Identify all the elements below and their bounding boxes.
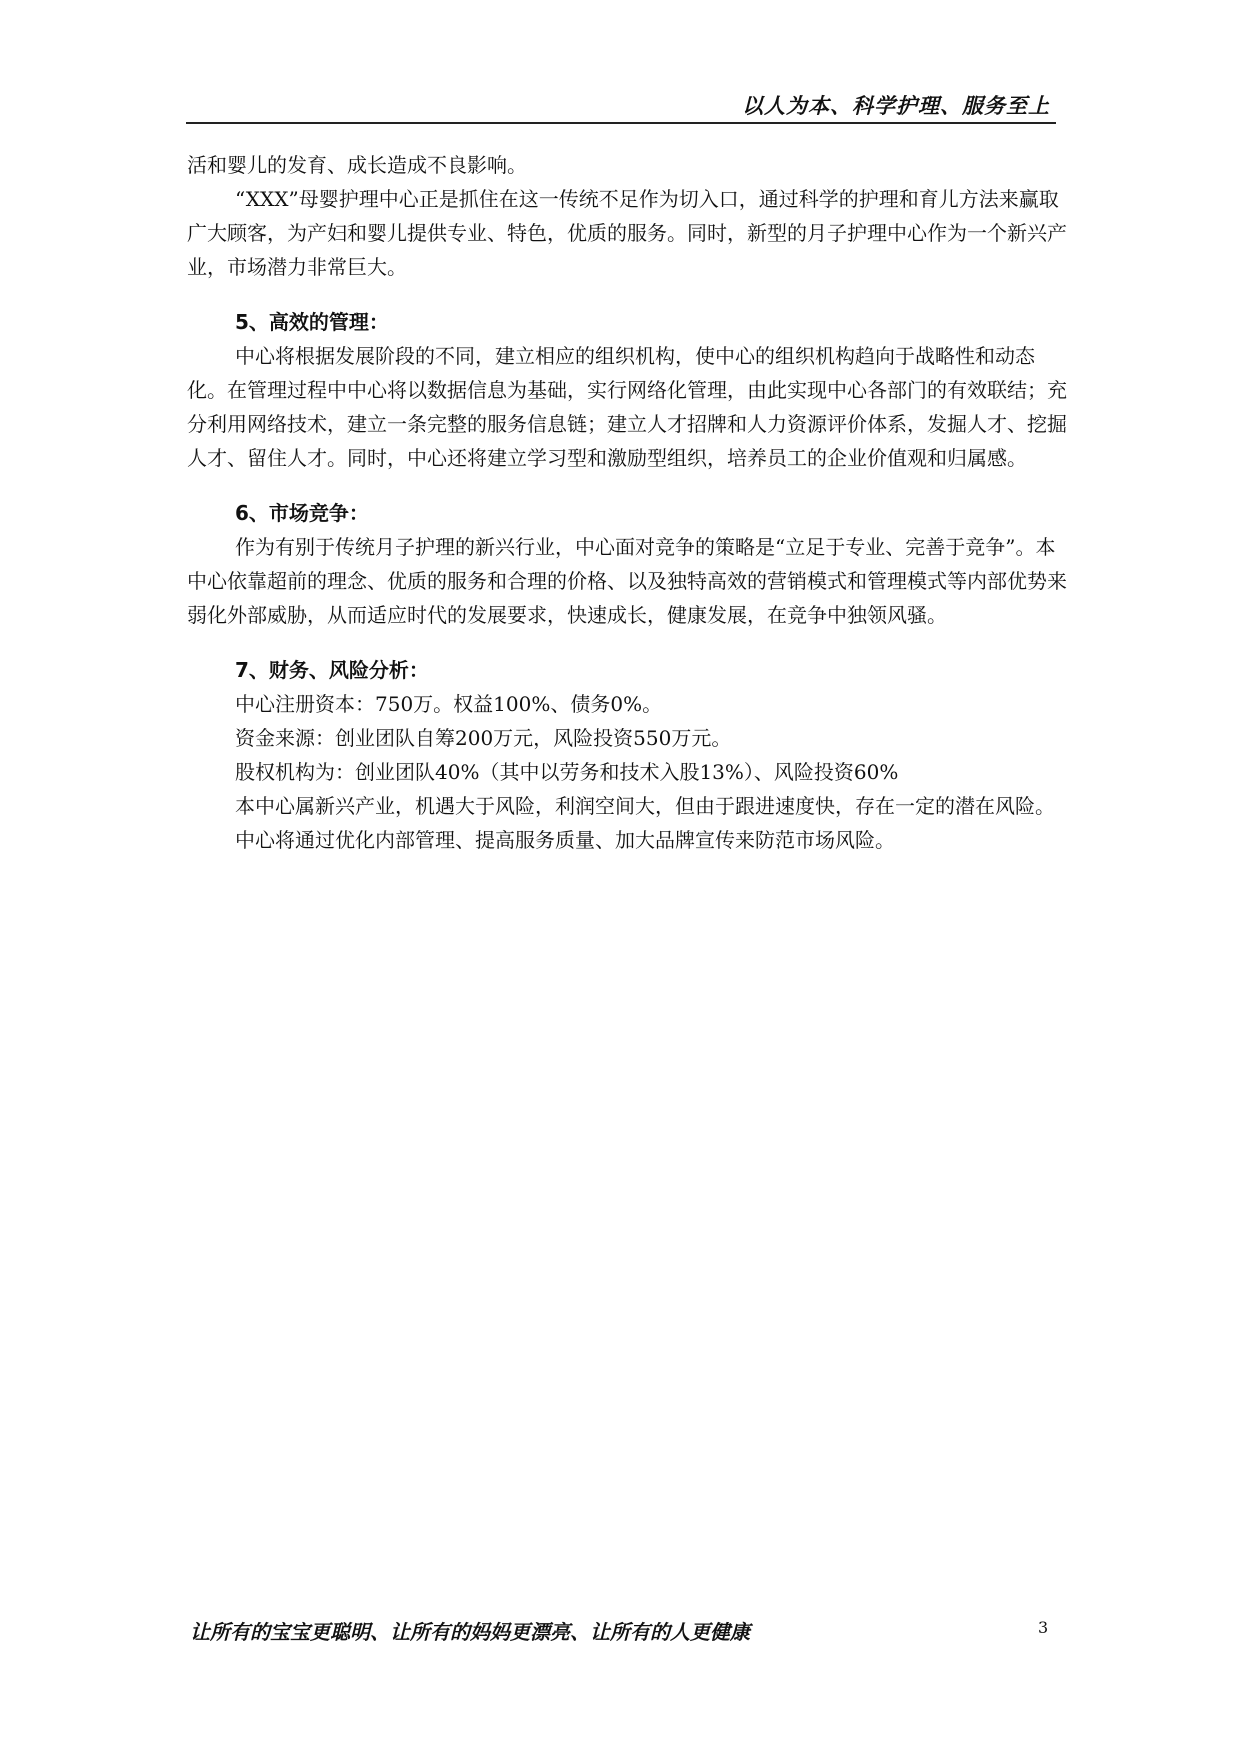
intro-continuation: 活和婴儿的发育、成长造成不良影响。 bbox=[187, 153, 527, 177]
section-management bbox=[187, 305, 1067, 475]
footer-slogan: 让所有的宝宝更聪明、让所有的妈妈更漂亮、让所有的人更健康 bbox=[190, 1620, 750, 1644]
finance-capital: 中心注册资本：750万。权益100%、债务0%。 bbox=[235, 692, 663, 716]
section-management-title: 5、高效的管理： bbox=[235, 310, 389, 334]
finance-funding: 资金来源：创业团队自筹200万元，风险投资550万元。 bbox=[235, 726, 732, 750]
section-finance-title: 7、财务、风险分析： bbox=[235, 658, 429, 682]
finance-risk: 本中心属新兴产业，机遇大于风险，利润空间大，但由于跟进速度快，存在一定的潜在风险。中心将通过优化内部管理、提高服务质量、加大品牌宣传来防范市场风险。 bbox=[235, 794, 1055, 852]
section-competition bbox=[187, 496, 1067, 632]
page-number: 3 bbox=[1038, 1618, 1049, 1637]
finance-equity: 股权机构为：创业团队40%（其中以劳务和技术入股13%）、风险投资60% bbox=[235, 760, 899, 784]
page-header bbox=[186, 84, 1056, 124]
section-management-body: 中心将根据发展阶段的不同，建立相应的组织机构，使中心的组织机构趋向于战略性和动态化。在管理过程中中心将以数据信息为基础，实行网络化管理，由此实现中心各部门的有效联结；充分利用网络技术，建立一条完整的服务信息链；建立人才招牌和人力资源评价体系，发掘人才、挖掘人才、留住人才。同时，中心还将建立学习型和激励型组织，培养员工的企业价值观和归属感。 bbox=[187, 344, 1067, 470]
section-finance bbox=[187, 653, 1067, 857]
header-slogan: 以人为本、科学护理、服务至上 bbox=[742, 93, 1050, 118]
section-competition-body: 作为有别于传统月子护理的新兴行业，中心面对竞争的策略是“立足于专业、完善于竞争”。本中心依靠超前的理念、优质的服务和合理的价格、以及独特高效的营销模式和管理模式等内部优势来弱化外部威胁，从而适应时代的发展要求，快速成长，健康发展，在竞争中独领风骚。 bbox=[187, 535, 1067, 627]
intro-paragraph: “XXX”母婴护理中心正是抓住在这一传统不足作为切入口，通过科学的护理和育儿方法来赢取广大顾客，为产妇和婴儿提供专业、特色，优质的服务。同时，新型的月子护理中心作为一个新兴产业，市场潜力非常巨大。 bbox=[187, 187, 1067, 279]
section-competition-title: 6、市场竞争： bbox=[235, 501, 369, 525]
document-body bbox=[187, 148, 1067, 857]
